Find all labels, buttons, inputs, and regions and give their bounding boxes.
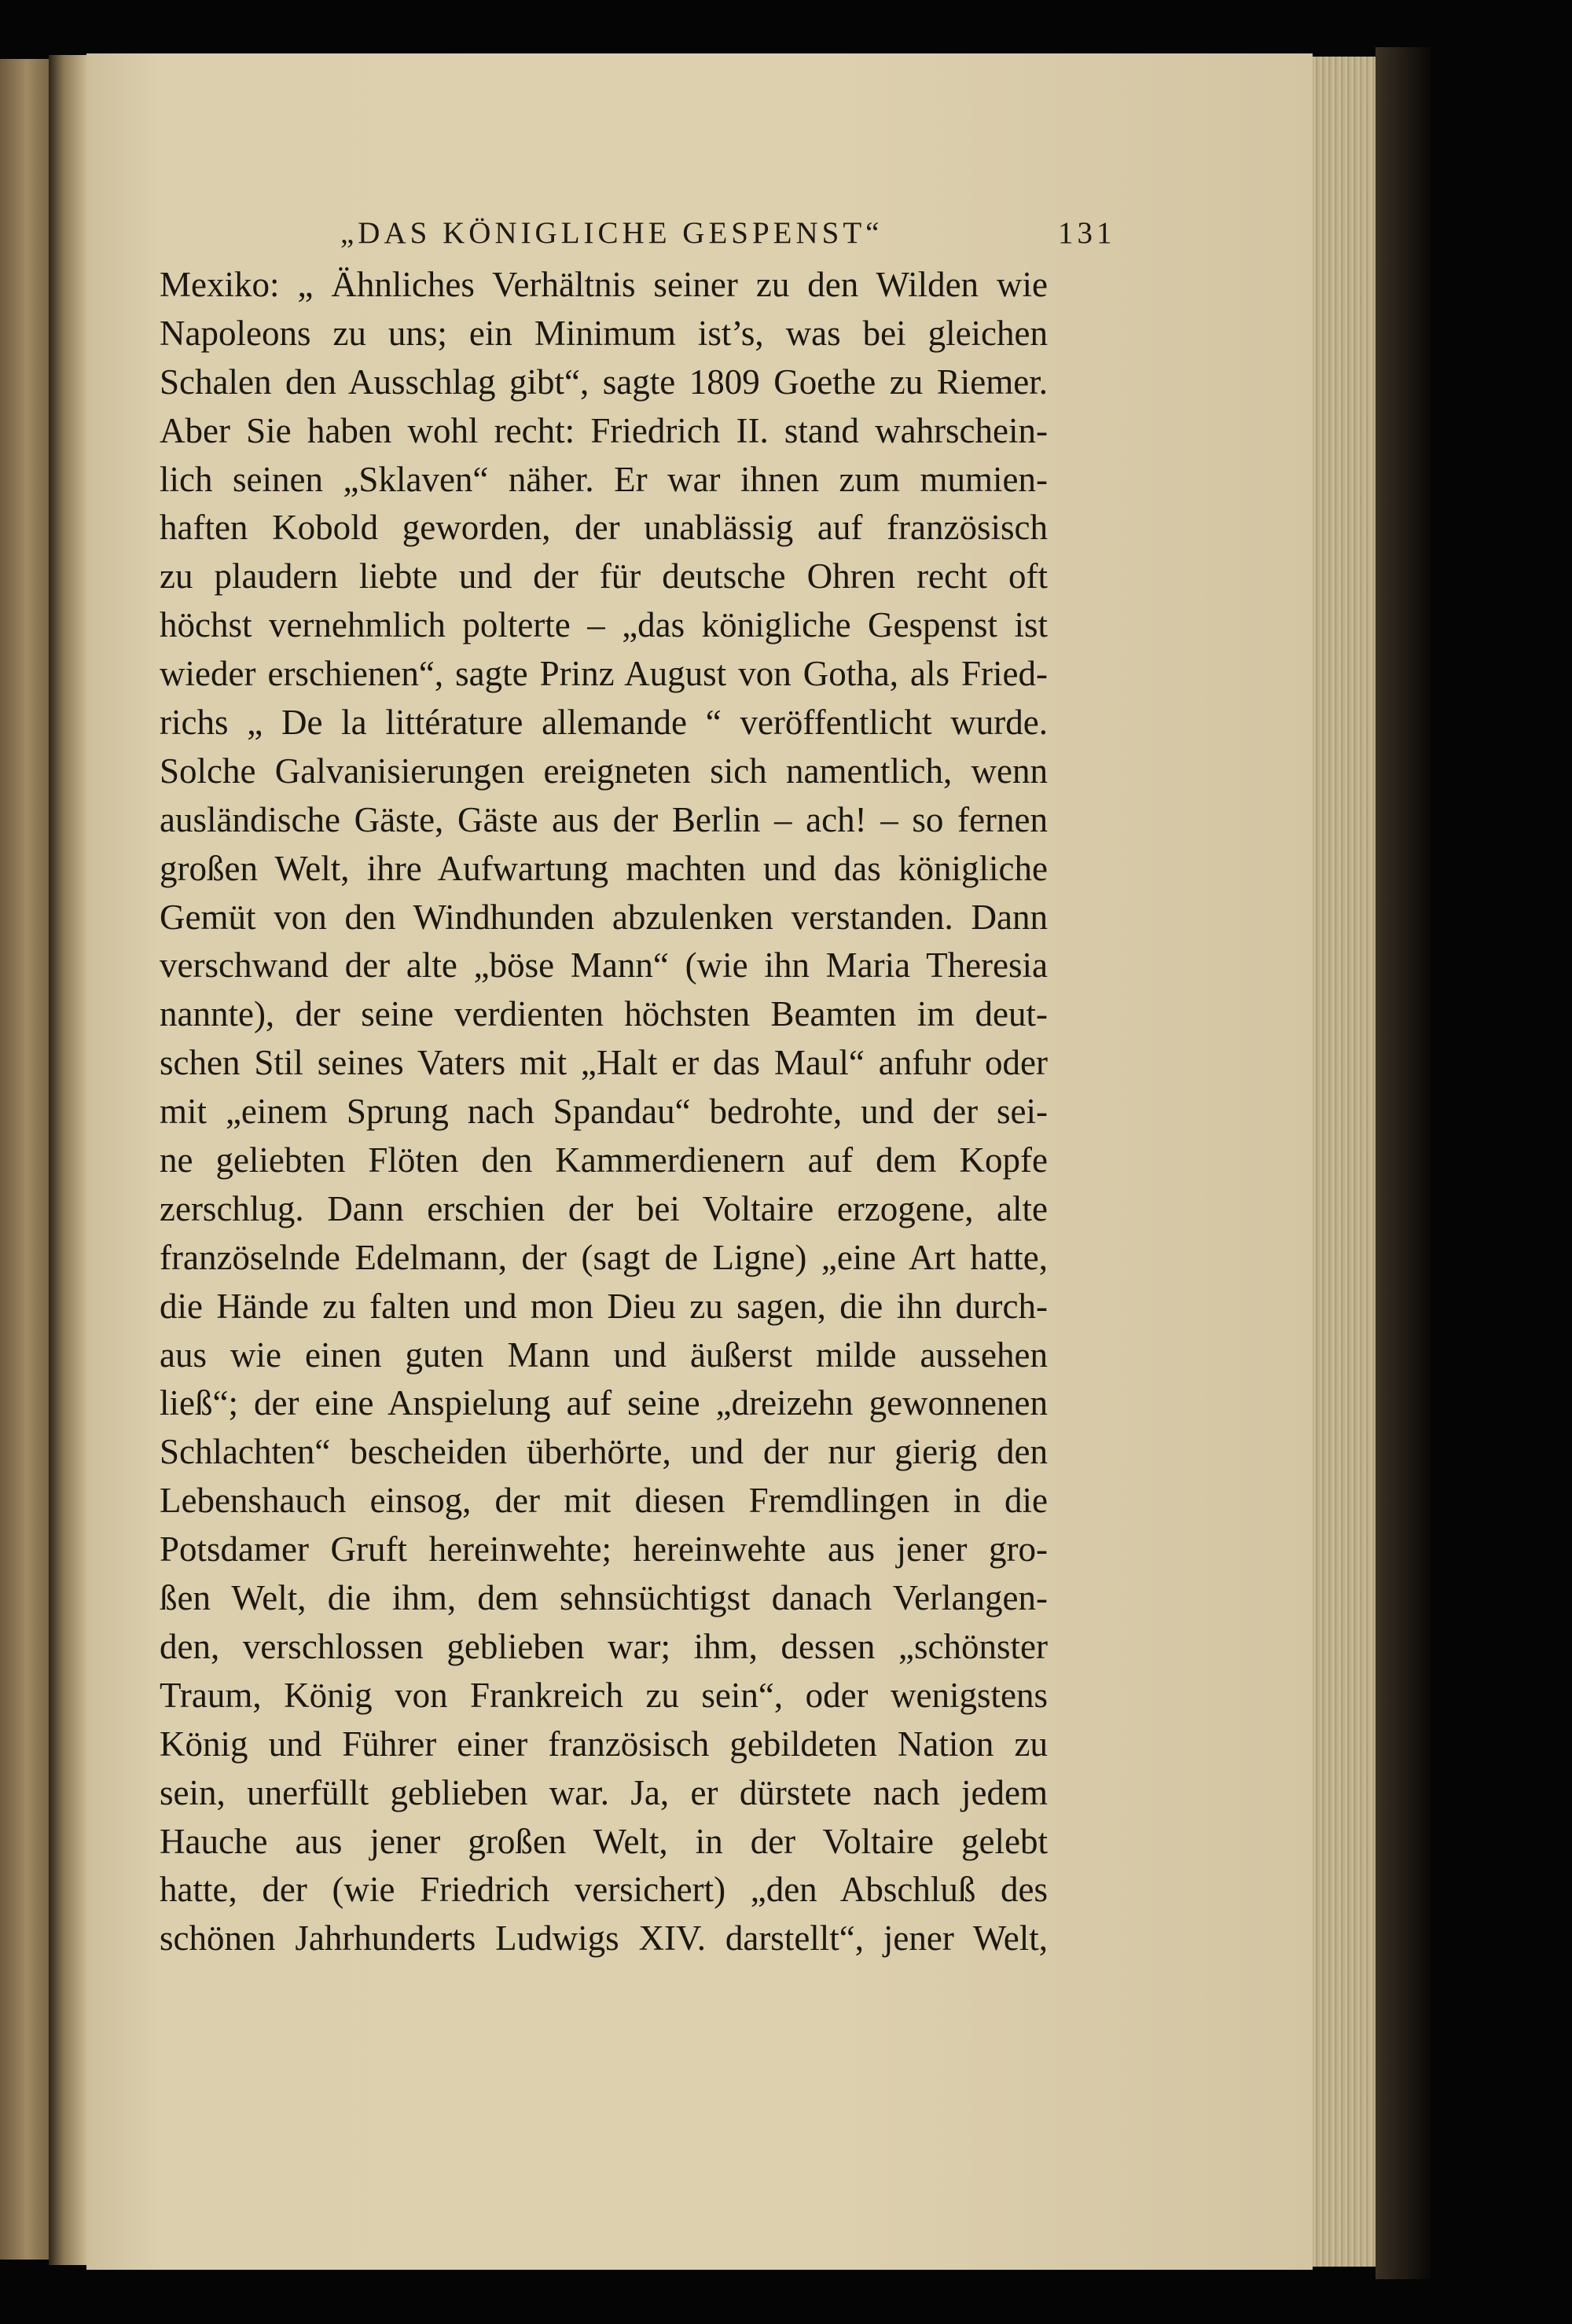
text-line: Mexiko: „ Ähnliches Verhältnis seiner zu den Wilden wie: [160, 265, 1048, 304]
page-stack-edge: [1313, 57, 1376, 2267]
text-line: Aber Sie haben wohl recht: Friedrich II. stand wahrschein-: [160, 410, 1048, 450]
text-line: Schlachten“ bescheiden überhörte, und der nur gierig den: [160, 1432, 1048, 1472]
text-line: zu plaudern liebte und der für deutsche Ohren recht oft: [160, 556, 1048, 597]
text-line: hatte, der (wie Friedrich versichert) „den Abschluß des: [160, 1870, 1048, 1910]
text-line: Lebenshauch einsog, der mit diesen Fremdlingen in die: [160, 1481, 1048, 1521]
text-line: König und Führer einer französisch gebildeten Nation zu: [160, 1724, 1048, 1764]
body-text: [160, 261, 1048, 1963]
text-line: ausländische Gäste, Gäste aus der Berlin – ach! – so fernen: [160, 799, 1048, 839]
text-line: Potsdamer Gruft hereinwehte; hereinwehte aus jener gro-: [160, 1529, 1048, 1570]
text-line: schen Stil seines Vaters mit „Halt er das Maul“ anfuhr oder: [160, 1043, 1048, 1083]
text-line: mit „einem Sprung nach Spandau“ bedrohte, und der sei-: [160, 1092, 1048, 1132]
text-line: die Hände zu falten und mon Dieu zu sagen, die ihn durch-: [160, 1286, 1048, 1326]
running-head: [86, 215, 1116, 255]
text-line: zerschlug. Dann erschien der bei Voltaire erzogene, alte: [160, 1188, 1048, 1228]
text-line: höchst vernehmlich polterte – „das königliche Gespenst ist: [160, 605, 1048, 645]
running-title: „DAS KÖNIGLICHE GESPENST“: [340, 216, 883, 250]
book-gutter: [49, 55, 86, 2265]
text-line: haften Kobold geworden, der unablässig auf französisch: [160, 508, 1048, 548]
text-line: ne geliebten Flöten den Kammerdienern auf dem Kopfe: [160, 1140, 1048, 1180]
text-line: französelnde Edelmann, der (sagt de Ligne) „eine Art hatte,: [160, 1237, 1048, 1277]
text-line: den, verschlossen geblieben war; ihm, dessen „schönster: [160, 1626, 1048, 1666]
facing-page-edge: [0, 59, 49, 2260]
text-line: großen Welt, ihre Aufwartung machten und das königliche: [160, 848, 1048, 888]
text-line: Schalen den Ausschlag gibt“, sagte 1809 Goethe zu Riemer.: [160, 362, 1048, 402]
text-line: Traum, König von Frankreich zu sein“, oder wenigstens: [160, 1675, 1048, 1715]
text-line: sein, unerfüllt geblieben war. Ja, er dürstete nach jedem: [160, 1772, 1048, 1812]
text-line: ließ“; der eine Anspielung auf seine „dreizehn gewonnenen: [160, 1383, 1048, 1423]
text-line: schönen Jahrhunderts Ludwigs XIV. darstellt“, jener Welt,: [160, 1918, 1048, 1959]
text-line: lich seinen „Sklaven“ näher. Er war ihnen zum mumien-: [160, 459, 1048, 499]
text-line: richs „ De la littérature allemande “ veröffentlicht wurde.: [160, 703, 1048, 743]
page-number: 131: [1058, 216, 1116, 250]
text-line: Solche Galvanisierungen ereigneten sich namentlich, wenn: [160, 751, 1048, 791]
text-line: wieder erschienen“, sagte Prinz August von Gotha, als Fried-: [160, 654, 1048, 694]
text-line: nannte), der seine verdienten höchsten Beamten im deut-: [160, 994, 1048, 1034]
text-line: Gemüt von den Windhunden abzulenken verstanden. Dann: [160, 897, 1048, 937]
text-line: aus wie einen guten Mann und äußerst milde aussehen: [160, 1335, 1048, 1375]
page-edge-shadow: [1376, 47, 1431, 2279]
text-line: verschwand der alte „böse Mann“ (wie ihn Maria Theresia: [160, 945, 1048, 986]
text-line: ßen Welt, die ihm, dem sehnsüchtigst danach Verlangen-: [160, 1578, 1048, 1618]
text-line: Napoleons zu uns; ein Minimum ist’s, was bei gleichen: [160, 313, 1048, 353]
text-line: Hauche aus jener großen Welt, in der Voltaire gelebt: [160, 1821, 1048, 1861]
